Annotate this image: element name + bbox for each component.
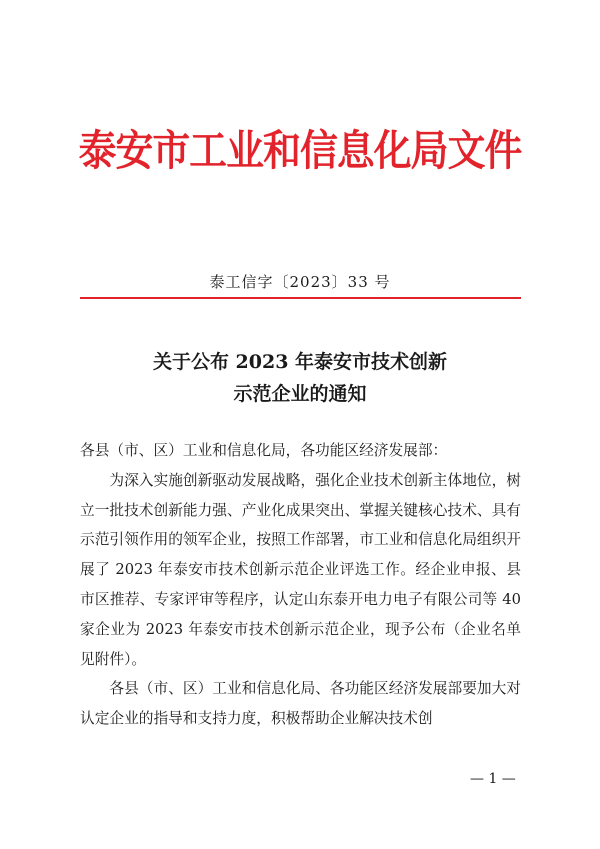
body-paragraph-2: 各县（市、区）工业和信息化局、各功能区经济发展部要加大对认定企业的指导和支持力度，积极帮助企业解决技术创	[80, 680, 521, 728]
body-text	[80, 436, 521, 734]
title-line-1: 关于公布 2023 年泰安市技术创新	[152, 351, 448, 373]
red-divider-line	[80, 297, 521, 299]
document-number: 泰工信字〔2023〕33 号	[209, 273, 391, 291]
page-number: — 1 —	[470, 771, 516, 787]
body-paragraph-1: 为深入实施创新驱动发展战略，强化企业技术创新主体地位，树立一批技术创新能力强、产业化成果突出、掌握关键核心技术、具有示范引领作用的领军企业，按照工作部署，市工业和信息化局组织开展了 2023 年泰安市技术创新示范企业评选工作。经企业申报、县市区推荐、专家评审等程序，认定山东泰开电力电子有限公司等 40 家企业为 2023 年泰安市技术创新示范企业，现予公布（企业名单见附件）。	[80, 471, 521, 668]
document-title	[0, 346, 600, 410]
title-line-2: 示范企业的通知	[233, 383, 367, 405]
addressee-line: 各县（市、区）工业和信息化局，各功能区经济发展部：	[80, 442, 448, 459]
org-header-title: 泰安市工业和信息化局文件	[78, 126, 522, 175]
